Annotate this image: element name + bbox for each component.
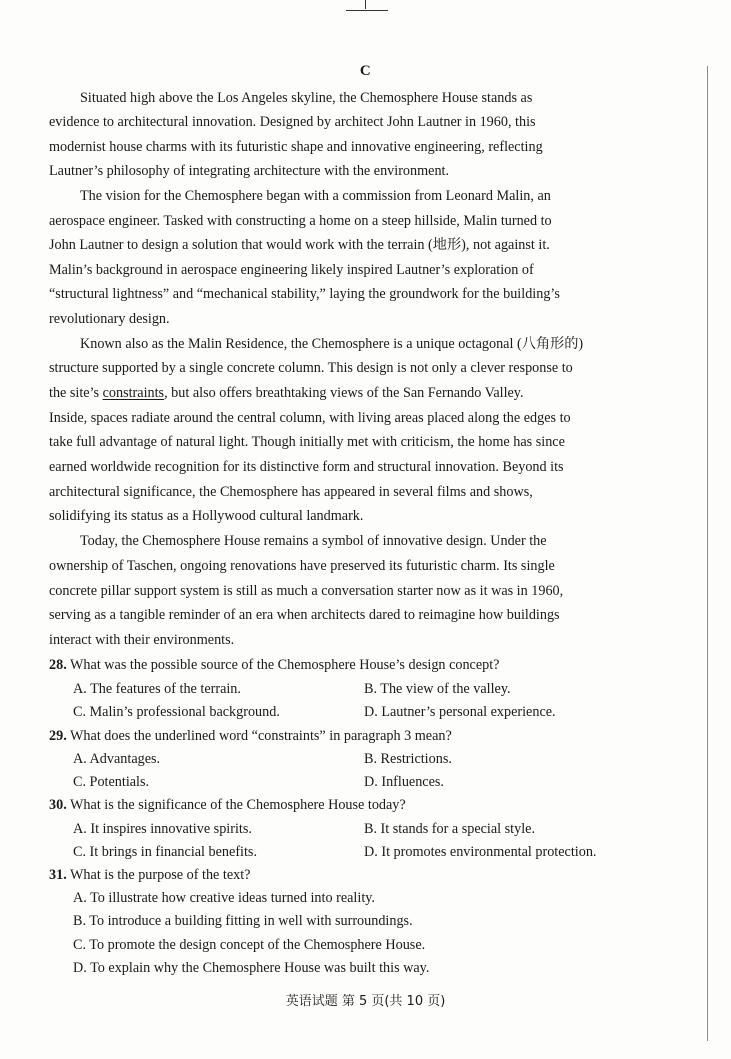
passage-line: take full advantage of natural light. Though initially met with criticism, the home has since (49, 434, 565, 450)
passage-line: serving as a tangible reminder of an era when architects dared to reimagine how buildings (49, 607, 560, 623)
q28-option-a: A. The features of the terrain. (73, 681, 241, 697)
passage-line (49, 384, 524, 402)
q30-option-a: A. It inspires innovative spirits. (73, 821, 252, 837)
passage-text: the site’s (49, 385, 103, 401)
passage-line: “structural lightness” and “mechanical stability,” laying the groundwork for the building’s (49, 286, 560, 302)
question-31-stem (49, 866, 250, 884)
question-number: 29. (49, 728, 67, 744)
q31-option-c: C. To promote the design concept of the Chemosphere House. (73, 937, 426, 953)
passage-line: modernist house charms with its futuristic shape and innovative engineering, reflecting (49, 139, 543, 155)
q29-option-a: A. Advantages. (73, 751, 161, 767)
passage-line: structure supported by a single concrete column. This design is not only a clever response to (49, 360, 573, 376)
q30-option-b: B. It stands for a special style. (364, 821, 535, 837)
question-28-stem (49, 656, 499, 674)
question-30-stem (49, 796, 406, 814)
passage-line: John Lautner to design a solution that would work with the terrain (地形), not against it. (49, 237, 550, 253)
q31-option-a: A. To illustrate how creative ideas turned into reality. (73, 890, 375, 906)
question-29-stem (49, 727, 452, 745)
passage-line: evidence to architectural innovation. Designed by architect John Lautner in 1960, this (49, 114, 536, 130)
passage-line: architectural significance, the Chemosphere has appeared in several films and shows, (49, 484, 533, 500)
passage-line: aerospace engineer. Tasked with constructing a home on a steep hillside, Malin turned to (49, 213, 552, 229)
question-number: 28. (49, 657, 67, 673)
section-letter: C (359, 63, 372, 79)
q29-option-b: B. Restrictions. (364, 751, 452, 767)
top-page-tick (365, 0, 366, 9)
passage-line: concrete pillar support system is still as much a conversation starter now as it was in 1960, (49, 583, 564, 599)
passage-line: revolutionary design. (49, 311, 170, 327)
page-footer: 英语试题 第 5 页(共 10 页) (285, 994, 446, 1009)
passage-line: Lautner’s philosophy of integrating architecture with the environment. (49, 163, 450, 179)
passage-line: earned worldwide recognition for its distinctive form and structural innovation. Beyond its (49, 459, 564, 475)
q28-option-d: D. Lautner’s personal experience. (364, 704, 556, 720)
question-text: What is the purpose of the text? (70, 867, 251, 883)
passage-line: Known also as the Malin Residence, the Chemosphere is a unique octagonal (八角形的) (80, 336, 584, 352)
question-number: 30. (49, 797, 67, 813)
passage-line: Inside, spaces radiate around the central column, with living areas placed along the edges to (49, 410, 571, 426)
q28-option-c: C. Malin’s professional background. (73, 704, 280, 720)
passage-text: , but also offers breathtaking views of the San Fernando Valley. (164, 385, 524, 401)
q31-option-d: D. To explain why the Chemosphere House was built this way. (73, 960, 430, 976)
q28-option-b: B. The view of the valley. (364, 681, 511, 697)
question-text: What was the possible source of the Chemosphere House’s design concept? (70, 657, 500, 673)
passage-line: solidifying its status as a Hollywood cultural landmark. (49, 508, 364, 524)
question-text: What is the significance of the Chemosphere House today? (70, 797, 406, 813)
passage-line: Situated high above the Los Angeles skyline, the Chemosphere House stands as (80, 90, 533, 106)
passage-line: interact with their environments. (49, 632, 235, 648)
binding-margin-rule (707, 66, 708, 1041)
passage-line: Malin’s background in aerospace engineering likely inspired Lautner’s exploration of (49, 262, 534, 278)
q30-option-c: C. It brings in financial benefits. (73, 844, 258, 860)
q29-option-c: C. Potentials. (73, 774, 150, 790)
q29-option-d: D. Influences. (364, 774, 444, 790)
question-text: What does the underlined word “constraints” in paragraph 3 mean? (70, 728, 452, 744)
q30-option-d: D. It promotes environmental protection. (364, 844, 597, 860)
passage-line: Today, the Chemosphere House remains a symbol of innovative design. Under the (80, 533, 547, 549)
top-page-mark (346, 0, 388, 11)
question-number: 31. (49, 867, 67, 883)
underlined-word-constraints: constraints (102, 385, 165, 401)
q31-option-b: B. To introduce a building fitting in well with surroundings. (73, 913, 413, 929)
passage-line: The vision for the Chemosphere began with a commission from Leonard Malin, an (80, 188, 551, 204)
passage-line: ownership of Taschen, ongoing renovations have preserved its futuristic charm. Its single (49, 558, 555, 574)
